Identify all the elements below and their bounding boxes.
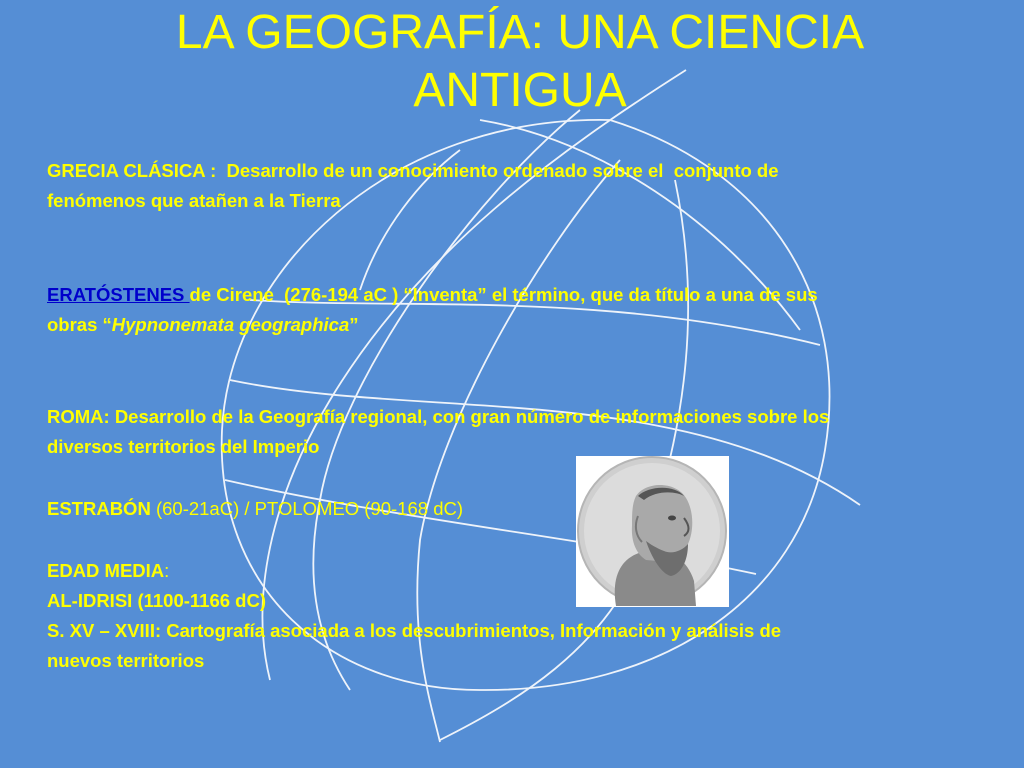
eratosthenes-portrait [576, 456, 729, 607]
eratostenes-work-title: Hypnonemata geographica [111, 314, 350, 335]
idrisi-line: AL-IDRISI (1100-1166 dC) [47, 590, 266, 611]
grecia-text-2: fenómenos que atañen a la Tierra [47, 190, 341, 211]
edad-media-colon: : [164, 560, 170, 581]
roma-paragraph [47, 402, 829, 462]
eratostenes-line2-prefix: obras “ [47, 314, 112, 335]
eratostenes-link[interactable]: ERATÓSTENES [47, 284, 190, 305]
title-line-1: LA GEOGRAFÍA: UNA CIENCIA [175, 6, 865, 59]
roma-line-2: diversos territorios del Imperio [47, 436, 320, 457]
grecia-text-1: Desarrollo de un conocimiento ordenado sobre el conjunto de [226, 160, 779, 181]
estrabon-line [47, 494, 463, 524]
eratostenes-text-1: de Cirene (276-194 aC ) “Inventa” el término, que da título a una de sus [189, 284, 818, 305]
eratostenes-line2-suffix: ” [349, 314, 359, 335]
estrabon-rest: (60-21aC) / PTOLOMEO (90-168 dC) [150, 498, 464, 519]
roma-line-1: ROMA: Desarrollo de la Geografía regional, con gran número de informaciones sobre los [47, 406, 830, 427]
sxv-line-2: nuevos territorios [47, 650, 205, 671]
edad-media-label: EDAD MEDIA [47, 560, 165, 581]
portrait-illustration [576, 456, 729, 607]
sxv-line-1: S. XV – XVIII: Cartografía asociada a los descubrimientos, Información y análisis de [47, 620, 782, 641]
title-line-2: ANTIGUA [413, 64, 627, 117]
slide-title [0, 4, 1024, 120]
eratostenes-paragraph [47, 280, 818, 340]
grecia-label: GRECIA CLÁSICA : [47, 160, 227, 181]
estrabon-label: ESTRABÓN [47, 498, 151, 519]
grecia-paragraph [47, 156, 779, 216]
